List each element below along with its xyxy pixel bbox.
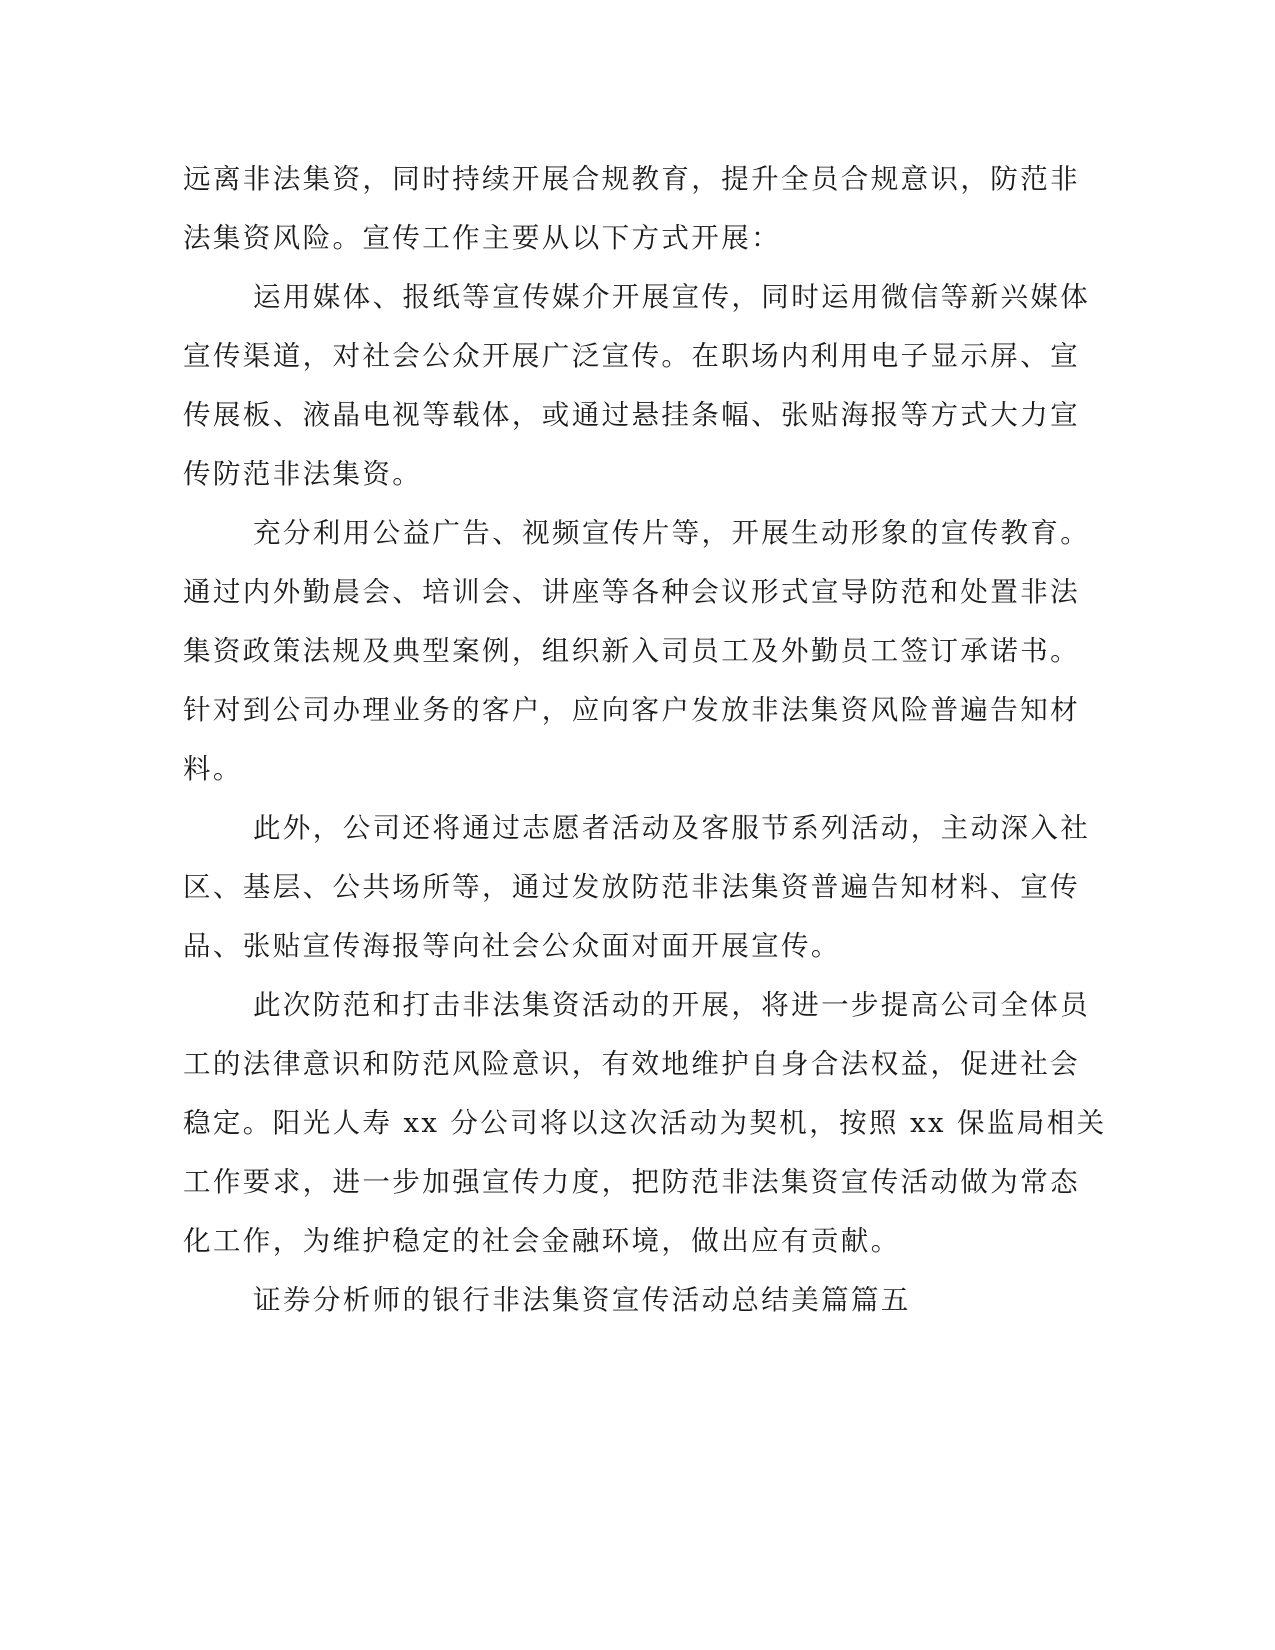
text-line: 传展板、液晶电视等载体，或通过悬挂条幅、张贴海报等方式大力宣 (183, 399, 1080, 431)
text-line: 远离非法集资，同时持续开展合规教育，提升全员合规意识，防范非 (183, 163, 1080, 195)
text-line: 料。 (183, 753, 243, 785)
text-line: 化工作，为维护稳定的社会金融环境，做出应有贡献。 (183, 1225, 901, 1257)
paragraph-first-line: 此外，公司还将通过志愿者活动及客服节系列活动，主动深入社 (253, 812, 1091, 844)
text-line: 区、基层、公共场所等，通过发放防范非法集资普遍告知材料、宣传 (183, 871, 1080, 903)
text-line: 工的法律意识和防范风险意识，有效地维护自身合法权益，促进社会 (183, 1048, 1080, 1080)
text-line: 宣传渠道，对社会公众开展广泛宣传。在职场内利用电子显示屏、宣 (183, 340, 1080, 372)
text-line: 针对到公司办理业务的客户，应向客户发放非法集资风险普遍告知材 (183, 694, 1080, 726)
paragraph-first-line: 此次防范和打击非法集资活动的开展，将进一步提高公司全体员 (253, 989, 1091, 1021)
paragraph-first-line: 充分利用公益广告、视频宣传片等，开展生动形象的宣传教育。 (253, 517, 1091, 549)
body-text (183, 150, 1107, 1330)
paragraph-first-line: 运用媒体、报纸等宣传媒介开展宣传，同时运用微信等新兴媒体 (253, 281, 1091, 313)
text-line: 品、张贴宣传海报等向社会公众面对面开展宣传。 (183, 930, 841, 962)
text-line: 法集资风险。宣传工作主要从以下方式开展： (183, 222, 781, 254)
text-line: 工作要求，进一步加强宣传力度，把防范非法集资宣传活动做为常态 (183, 1166, 1080, 1198)
text-line: 稳定。阳光人寿 xx 分公司将以这次活动为契机，按照 xx 保监局相关 (183, 1107, 1107, 1139)
text-line: 集资政策法规及典型案例，组织新入司员工及外勤员工签订承诺书。 (183, 635, 1080, 667)
section-heading: 证券分析师的银行非法集资宣传活动总结美篇篇五 (253, 1284, 911, 1316)
text-line: 传防范非法集资。 (183, 458, 423, 490)
text-line: 通过内外勤晨会、培训会、讲座等各种会议形式宣导防范和处置非法 (183, 576, 1080, 608)
